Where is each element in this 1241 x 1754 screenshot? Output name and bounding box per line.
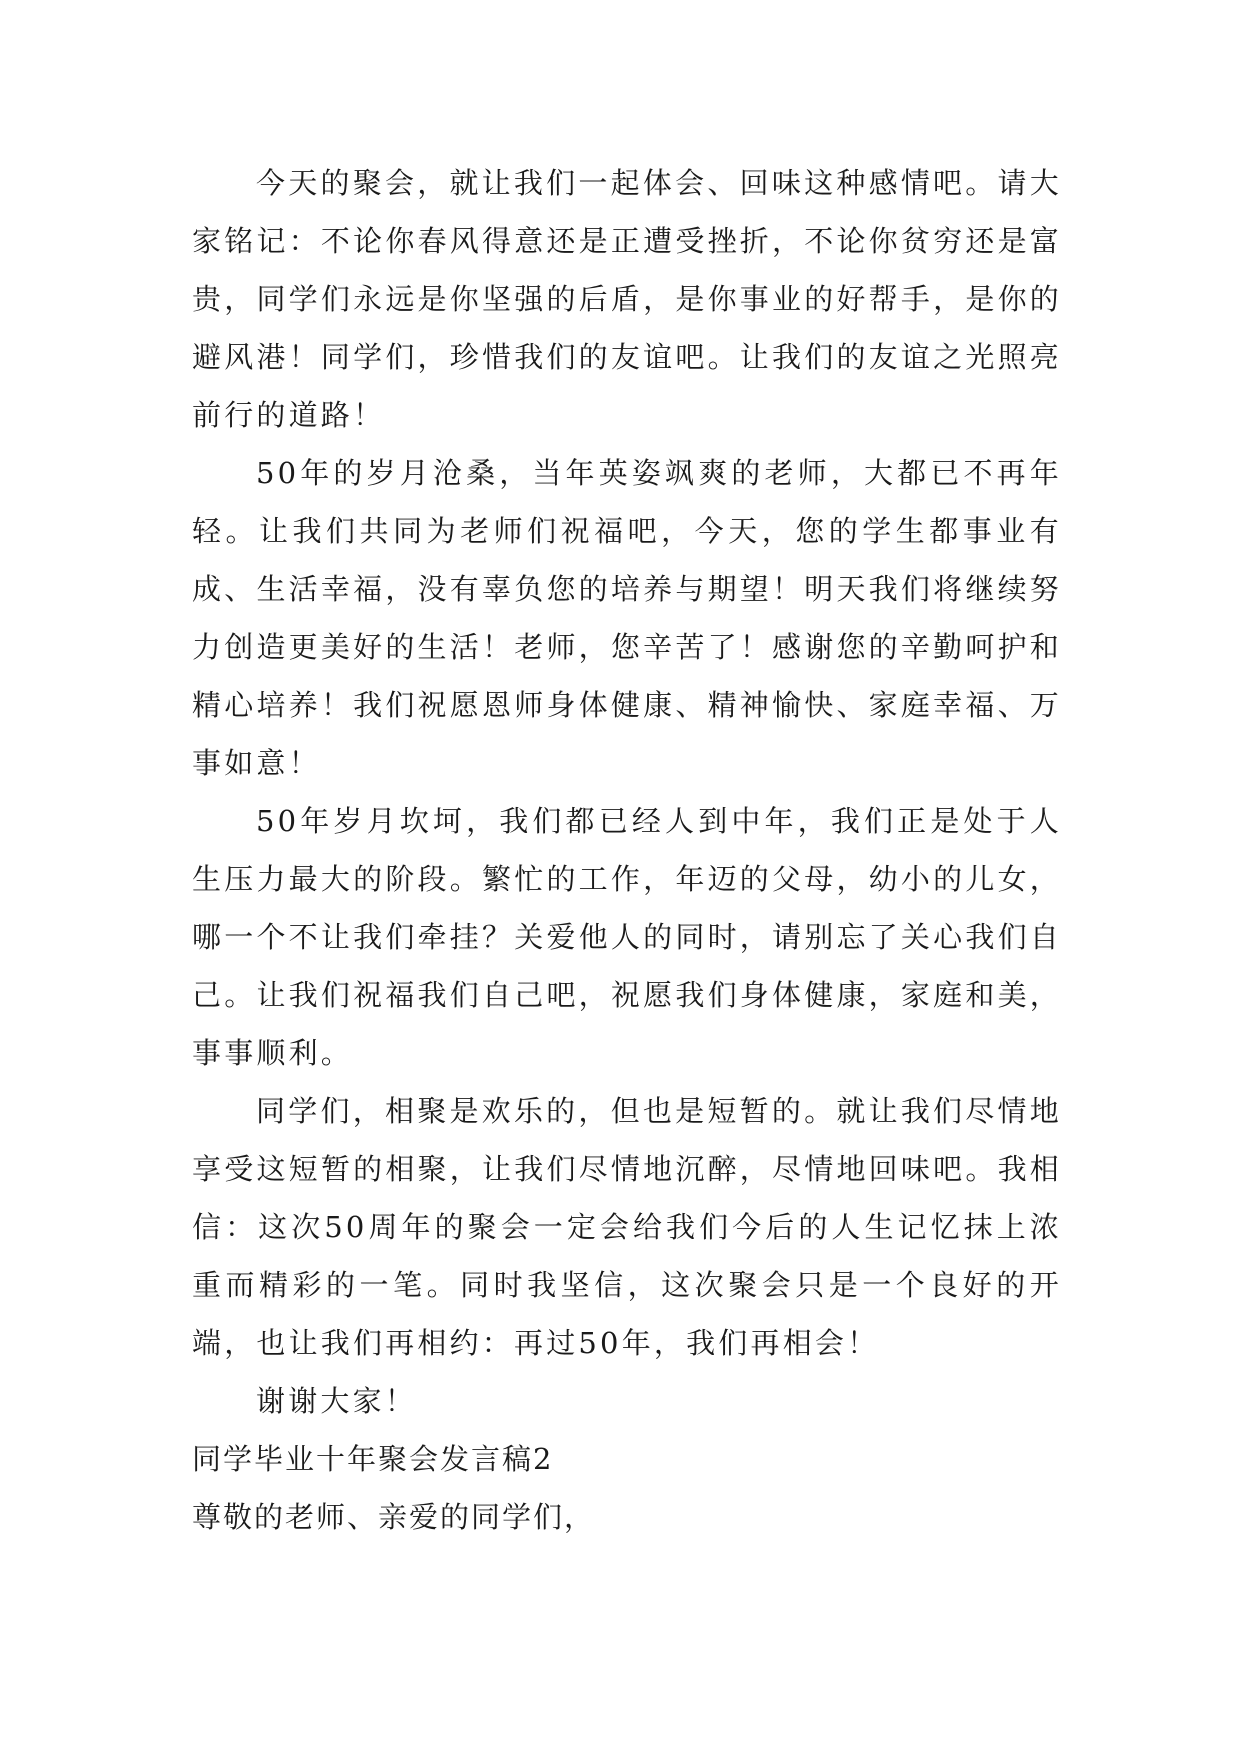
section-title: 同学毕业十年聚会发言稿2 — [192, 1442, 554, 1476]
paragraph-classmates: 50年岁月坎坷，我们都已经人到中年，我们正是处于人生压力最大的阶段。繁忙的工作，年迈的父母，幼小的儿女，哪一个不让我们牵挂？关爱他人的同时，请别忘了关心我们自己。让我们祝福我们自己吧，祝愿我们身体健康，家庭和美，事事顺利。 — [192, 804, 1062, 1070]
paragraph-teachers: 50年的岁月沧桑，当年英姿飒爽的老师，大都已不再年轻。让我们共同为老师们祝福吧，今天，您的学生都事业有成、生活幸福，没有辜负您的培养与期望！明天我们将继续努力创造更美好的生活！老师，您辛苦了！感谢您的辛勤呵护和精心培养！我们祝愿恩师身体健康、精神愉快、家庭幸福、万事如意！ — [192, 456, 1062, 780]
paragraph-closing: 同学们，相聚是欢乐的，但也是短暂的。就让我们尽情地享受这短暂的相聚，让我们尽情地沉醉，尽情地回味吧。我相信：这次50周年的聚会一定会给我们今后的人生记忆抹上浓重而精彩的一笔。同时我坚信，这次聚会只是一个良好的开端，也让我们再相约：再过50年，我们再相会！ — [192, 1094, 1062, 1360]
salutation: 尊敬的老师、亲爱的同学们， — [192, 1500, 596, 1534]
paragraph-gathering: 今天的聚会，就让我们一起体会、回味这种感情吧。请大家铭记：不论你春风得意还是正遭受挫折，不论你贫穷还是富贵，同学们永远是你坚强的后盾，是你事业的好帮手，是你的避风港！同学们，珍惜我们的友谊吧。让我们的友谊之光照亮前行的道路！ — [192, 166, 1062, 432]
document-body — [192, 154, 1062, 1546]
paragraph-thanks: 谢谢大家！ — [256, 1384, 418, 1418]
